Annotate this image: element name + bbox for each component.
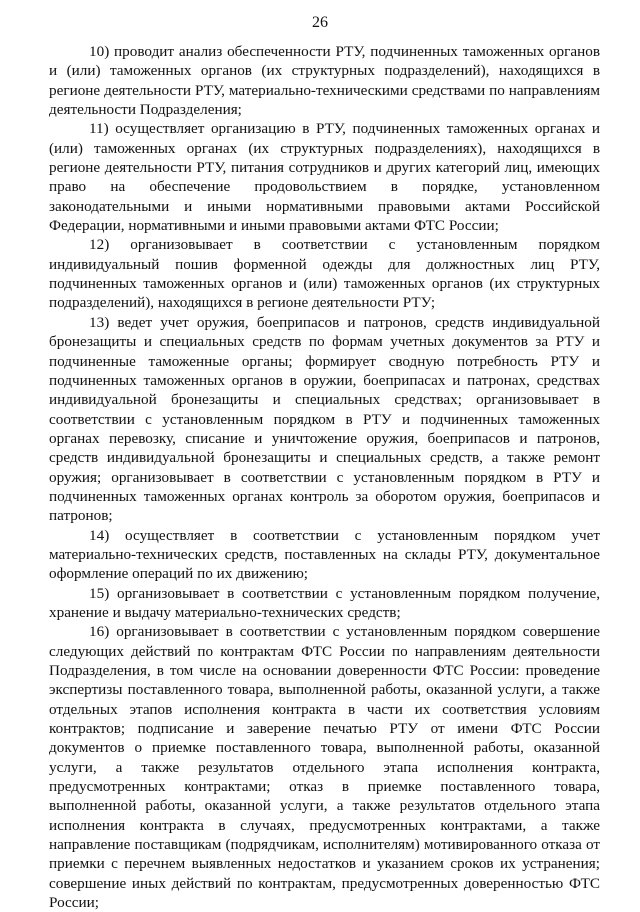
paragraph-item-16: 16) организовывает в соответствии с установленным порядком совершение следующих действий по контрактам ФТС России по направлениям деятельности Подразделения, в том числе на основании доверенности ФТС России: проведение экспертизы поставленного товара, выполненной работы, оказанной услуги, а также отдельных этапов исполнения контракта в части их соответствия условиям контрактов; подписание и заверение печатью РТУ от имени ФТС России документов о приемке поставленного товара, выполненной работы, оказанной услуги, а также результатов отдельного этапа исполнения контракта, предусмотренных контрактами; отказ в приемке поставленного товара, выполненной работы, оказанной услуги, а также результатов отдельного этапа исполнения контракта в случаях, предусмотренных контрактами, а также направление поставщикам (подрядчикам, исполнителям) мотивированного отказа от приемки с перечнем выявленных недостатков и указанием сроков их устранения; совершение иных действий по контрактам, предусмотренных доверенностью ФТС России; [49, 623, 600, 912]
paragraph-item-14: 14) осуществляет в соответствии с установленным порядком учет материально-технических средств, поставленных на склады РТУ, документальное оформление операций по их движению; [49, 526, 600, 583]
page-number: 26 [312, 14, 328, 31]
paragraph-item-15: 15) организовывает в соответствии с установленным порядком получение, хранение и выдачу материально-технических средств; [49, 584, 600, 621]
paragraph-item-11: 11) осуществляет организацию в РТУ, подчиненных таможенных органах и (или) таможенных органах (их структурных подразделениях), находящихся в регионе деятельности РТУ, питания сотрудников и других категорий лиц, имеющих право на обеспечение продовольствием в порядке, установленном законодательными и иными нормативными правовыми актами Российской Федерации, нормативными и иными правовыми актами ФТС России; [49, 120, 600, 235]
paragraph-item-12: 12) организовывает в соответствии с установленным порядком индивидуальный пошив форменной одежды для должностных лиц РТУ, подчиненных таможенных органов и (или) таможенных органов (их структурных подразделений), находящихся в регионе деятельности РТУ; [49, 236, 600, 312]
paragraph-item-10: 10) проводит анализ обеспеченности РТУ, подчиненных таможенных органов и (или) таможенных органов (их структурных подразделений), находящихся в регионе деятельности РТУ, материально-техническими средствами по направлениям деятельности Подразделения; [49, 43, 600, 119]
document-body [49, 42, 600, 912]
paragraph-item-13: 13) ведет учет оружия, боеприпасов и патронов, средств индивидуальной бронезащиты и специальных средств по формам учетных документов за РТУ и подчиненные таможенные органы; формирует сводную потребность РТУ и подчиненных таможенных органов в оружии, боеприпасах и патронах, средствах индивидуальной бронезащиты и специальных средствах; организовывает в соответствии с установленным порядком в РТУ и подчиненных таможенных органах перевозку, списание и уничтожение оружия, боеприпасов и патронов, средств индивидуальной бронезащиты и специальных средств, а также ремонт оружия; организовывает в соответствии с установленным порядком в РТУ и подчиненных таможенных органах контроль за оборотом оружия, боеприпасов и патронов; [49, 313, 600, 525]
